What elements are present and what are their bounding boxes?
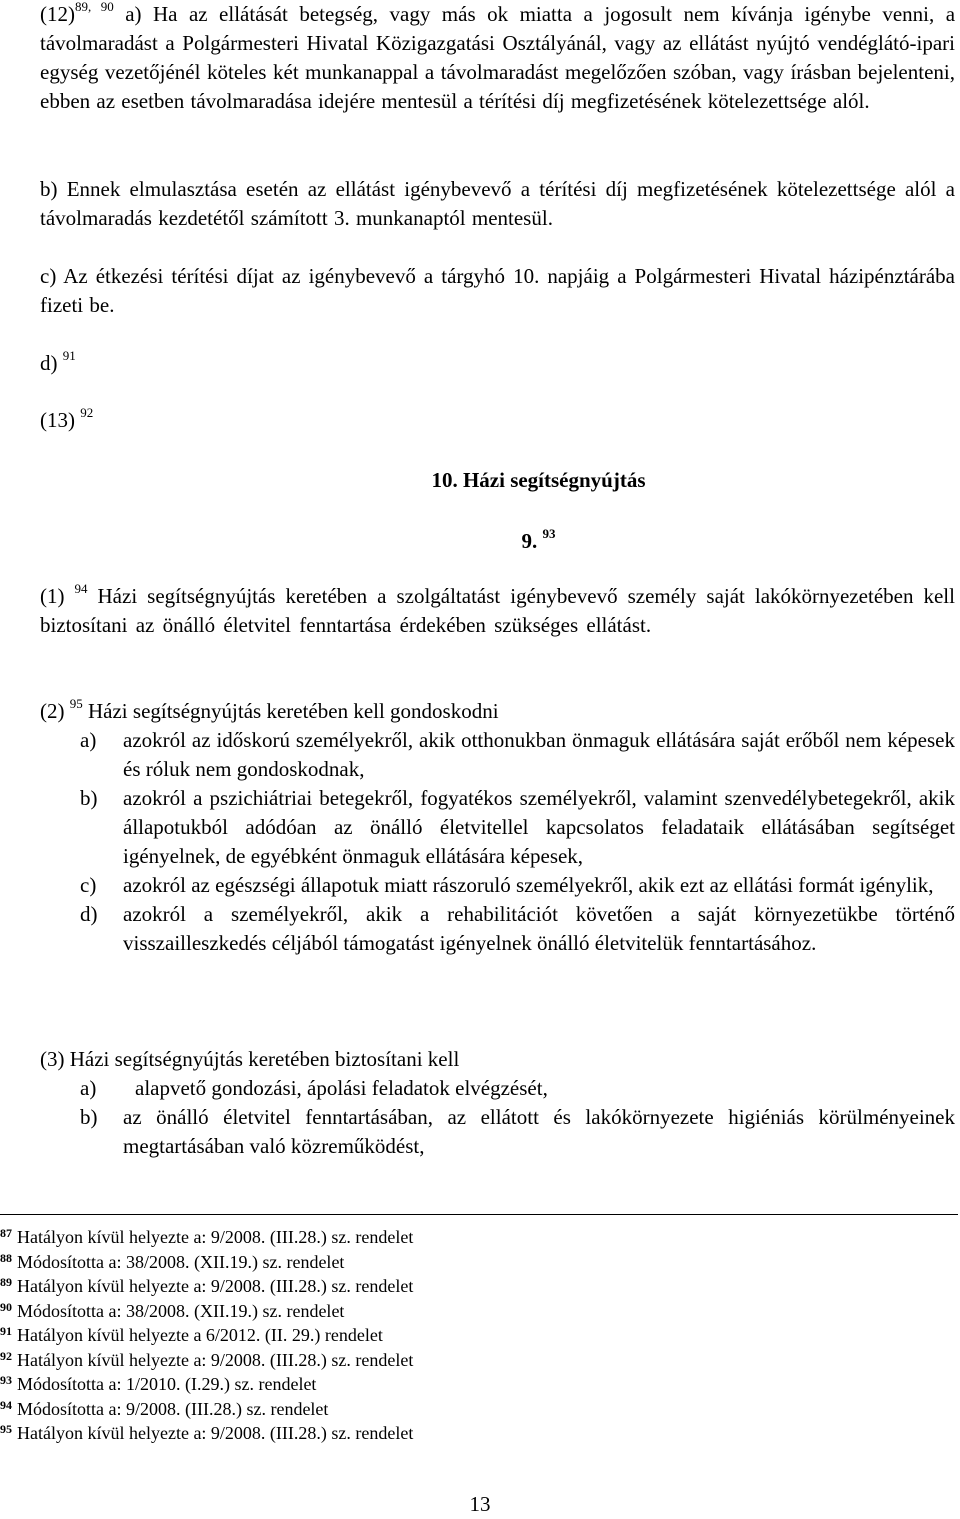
item-text: alapvető gondozási, ápolási feladatok elvégzését,	[135, 1076, 548, 1100]
footnote-text: Módosította a: 1/2010. (I.29.) sz. rendelet	[17, 1374, 317, 1394]
list-item	[80, 900, 955, 958]
subsection-2-list	[80, 726, 955, 958]
footnote	[0, 1372, 413, 1397]
item-text: az önálló életvitel fenntartásában, az ellátott és lakókörnyezete higiéniás körülményeinek megtartásában való közreműködést,	[123, 1105, 955, 1158]
footnote-ref: 94	[74, 581, 88, 596]
footnote-ref: 91	[62, 348, 76, 363]
subsection-3: (3) Házi segítségnyújtás keretében biztosítani kell	[40, 1047, 460, 1071]
footnote-number: 89	[0, 1275, 12, 1289]
footnote-number: 91	[0, 1324, 12, 1338]
paragraph-number: (13)	[40, 408, 81, 432]
footnote-text: Módosította a: 38/2008. (XII.19.) sz. rendelet	[17, 1251, 345, 1272]
subsection-2	[40, 697, 955, 726]
paragraph-number: (12)	[40, 2, 75, 26]
list-item	[80, 871, 955, 900]
footnote-number: 88	[0, 1250, 12, 1265]
item-label: a)	[80, 728, 97, 752]
footnote-ref: 89, 90	[75, 0, 114, 14]
item-label: d)	[80, 902, 98, 926]
footnote-ref: 93	[542, 526, 556, 541]
paragraph-number: (1)	[40, 584, 75, 608]
footnote	[0, 1421, 413, 1446]
item-label: d)	[40, 351, 63, 375]
subsection-3-list	[80, 1074, 955, 1161]
paragraph-13	[40, 406, 955, 435]
paragraph-text: a) Ha az ellátását betegség, vagy más ok miatta a jogosult nem kívánja igénybe venni, a távolmaradást a Polgármesteri Hivatal Közigazgatási Osztályánál, vagy az ellátást nyújtó vendéglátó-ipari egység vezetőjénél köteles két munkanappal a távolmaradást megelőzően szóban, vagy írásban bejelenteni, ebben az esetben távolmaradása idejére mentesül a térítési díj megfizetésének kötelezettsége alól.	[40, 2, 956, 113]
footnote	[0, 1274, 413, 1299]
paragraph-number: (2)	[40, 699, 70, 723]
page-number: 13	[469, 1492, 491, 1516]
footnote-number: 90	[0, 1299, 12, 1314]
list-item	[80, 726, 955, 784]
list-item	[80, 784, 955, 871]
paragraph-12	[40, 0, 955, 116]
footnote-text: Módosította a: 38/2008. (XII.19.) sz. rendelet	[17, 1300, 345, 1321]
item-text: azokról a személyekről, akik a rehabilitációt követően a saját környezetükbe történő visszailleszkedés céljából támogatást igényelnek önálló életvitelük fenntartásához.	[123, 902, 955, 955]
list-item	[80, 1103, 955, 1161]
item-label: b)	[80, 786, 98, 810]
footnote-number: 87	[0, 1226, 12, 1240]
section-title: 10. Házi segítségnyújtás	[431, 468, 646, 492]
item-text: azokról az időskorú személyekről, akik otthonukban önmaguk ellátására saját erőből nem képesek és róluk nem gondoskodnak,	[123, 728, 955, 781]
footnote-number: 92	[0, 1348, 12, 1363]
footnote-text: Hatályon kívül helyezte a: 9/2008. (III.28.) sz. rendelet	[17, 1276, 414, 1296]
footnote-text: Módosította a: 9/2008. (III.28.) sz. rendelet	[17, 1398, 329, 1419]
paragraph-12-d	[40, 349, 955, 378]
footnote	[0, 1299, 413, 1324]
footnote-text: Hatályon kívül helyezte a: 9/2008. (III.28.) sz. rendelet	[17, 1423, 414, 1443]
footnote-number: 94	[0, 1397, 12, 1412]
item-label: a)	[80, 1076, 97, 1100]
footnote-ref: 95	[69, 696, 83, 711]
section-paragraph-number: 9. $^{93}$	[521, 526, 556, 553]
paragraph-12-b: b) Ennek elmulasztása esetén az ellátást igénybevevő a térítési díj megfizetésének kötelezettsége alól a távolmaradás kezdetétől számított 3. munkanaptól mentesül.	[40, 177, 955, 230]
footnote-number: 95	[0, 1422, 12, 1436]
list-item	[80, 1074, 955, 1103]
paragraph-text: Házi segítségnyújtás keretében kell gondoskodni	[82, 699, 499, 723]
footnote-text: Hatályon kívül helyezte a: 9/2008. (III.28.) sz. rendelet	[17, 1349, 414, 1370]
footnote	[0, 1323, 413, 1348]
paragraph-text: Házi segítségnyújtás keretében a szolgáltatást igénybevevő személy saját lakókörnyezetében kell biztosítani az önálló életvitel fenntartása érdekében szükséges ellátást.	[40, 584, 955, 637]
footnote-text: Hatályon kívül helyezte a 6/2012. (II. 29.) rendelet	[17, 1325, 383, 1345]
footnote-divider	[0, 1214, 958, 1215]
item-text: azokról az egészségi állapotuk miatt rászoruló személyekről, akik ezt az ellátási formát igénylik,	[123, 873, 934, 897]
footnote-ref: 92	[80, 405, 94, 420]
item-text: azokról a pszichiátriai betegekről, fogyatékos személyekről, valamint szenvedélybetegekről, akik állapotukból adódóan az önálló életvitellel kapcsolatos feladataik ellátásában segítséget igényelnek, de egyébként önmaguk ellátására képesek,	[123, 786, 955, 868]
footnote	[0, 1250, 413, 1275]
footnote	[0, 1225, 413, 1250]
paragraph-12-c: c) Az étkezési térítési díjat az igénybevevő a tárgyhó 10. napjáig a Polgármesteri Hivatal házipénztárába fizeti be.	[40, 264, 955, 317]
footnote	[0, 1348, 413, 1373]
item-label: c)	[80, 873, 97, 897]
footnote-text: Hatályon kívül helyezte a: 9/2008. (III.28.) sz. rendelet	[17, 1227, 414, 1247]
subsection-1	[40, 582, 955, 640]
footnotes	[0, 1225, 413, 1446]
item-label: b)	[80, 1105, 98, 1129]
footnote-number: 93	[0, 1373, 12, 1387]
footnote	[0, 1397, 413, 1422]
